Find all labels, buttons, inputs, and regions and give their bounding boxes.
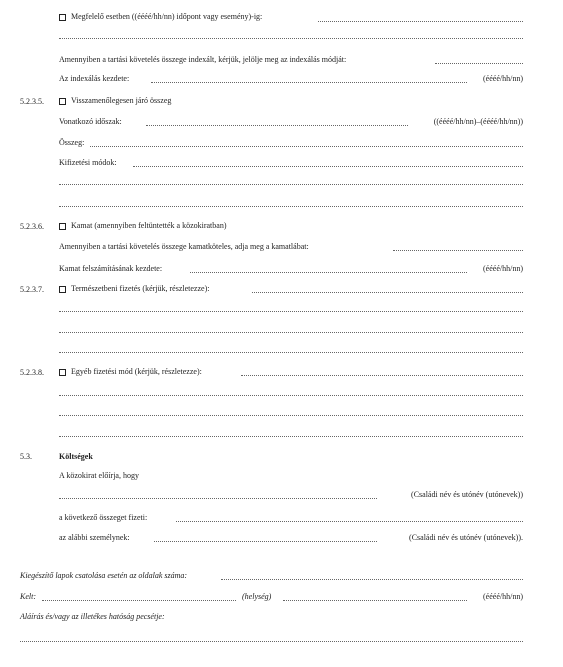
in-kind-field-2[interactable] xyxy=(59,311,523,312)
interest-start-format: (éééé/hh/nn) xyxy=(483,264,523,273)
date-field[interactable] xyxy=(283,600,467,601)
signature-label: Aláírás és/vagy az illetékes hatóság pecsétje: xyxy=(20,612,165,621)
other-method-field-4[interactable] xyxy=(59,436,523,437)
section-53-number: 5.3. xyxy=(20,452,32,461)
costs-intro: A közokirat előírja, hogy xyxy=(59,471,139,480)
other-method-field-3[interactable] xyxy=(59,415,523,416)
section-5235-number: 5.2.3.5. xyxy=(20,97,44,106)
place-field[interactable] xyxy=(42,600,236,601)
methods-field-2[interactable] xyxy=(59,184,523,185)
place-hint: (helység) xyxy=(242,592,272,601)
section-5237-number: 5.2.3.7. xyxy=(20,285,44,294)
costs-payer-hint: (Családi név és utónév (utónevek)) xyxy=(411,490,523,499)
extra-pages-label: Kiegészítő lapok csatolása esetén az oldalak száma: xyxy=(20,571,188,580)
in-kind-field-4[interactable] xyxy=(59,352,523,353)
checkbox-other-method[interactable] xyxy=(59,369,66,376)
methods-field[interactable] xyxy=(133,166,523,167)
index-start-format: (éééé/hh/nn) xyxy=(483,74,523,83)
section-5238-number: 5.2.3.8. xyxy=(20,368,44,377)
date-label: Kelt: xyxy=(20,592,36,601)
interest-start-label: Kamat felszámításának kezdete: xyxy=(59,264,163,273)
amount-field[interactable] xyxy=(90,146,523,147)
interest-question: Amennyiben a tartási követelés összege kamatköteles, adja meg a kamatlábat: xyxy=(59,242,309,251)
interest-start-field[interactable] xyxy=(190,272,467,273)
costs-payer-field[interactable] xyxy=(59,498,377,499)
interest-rate-field[interactable] xyxy=(393,250,523,251)
amount-label: Összeg: xyxy=(59,138,85,147)
in-kind-field-3[interactable] xyxy=(59,332,523,333)
specific-time-field-2[interactable] xyxy=(59,38,523,39)
costs-person-field[interactable] xyxy=(154,541,377,542)
period-format: ((éééé/hh/nn)–(éééé/hh/nn)) xyxy=(433,117,523,126)
index-start-label: Az indexálás kezdete: xyxy=(59,74,130,83)
section-5236-number: 5.2.3.6. xyxy=(20,222,44,231)
costs-person-label: az alábbi személynek: xyxy=(59,533,130,542)
checkbox-specific-time[interactable] xyxy=(59,14,66,21)
specific-time-field[interactable] xyxy=(318,21,523,22)
section-53-title: Költségek xyxy=(59,452,93,461)
other-method-field-2[interactable] xyxy=(59,395,523,396)
period-label: Vonatkozó időszak: xyxy=(59,117,122,126)
costs-person-hint: (Családi név és utónév (utónevek)). xyxy=(409,533,523,542)
section-5237-label: Természetbeni fizetés (kérjük, részletezze): xyxy=(71,284,210,293)
checkbox-retroactive[interactable] xyxy=(59,98,66,105)
section-5238-label: Egyéb fizetési mód (kérjük, részletezze): xyxy=(71,367,202,376)
date-hint: (éééé/hh/nn) xyxy=(483,592,523,601)
methods-label: Kifizetési módok: xyxy=(59,158,117,167)
period-field[interactable] xyxy=(146,125,408,126)
section-5235-label: Visszamenőlegesen járó összeg xyxy=(71,96,172,105)
section-5236-label: Kamat (amennyiben feltüntették a közokiratban) xyxy=(71,221,227,230)
costs-amount-label: a következő összeget fizeti: xyxy=(59,513,148,522)
other-method-field[interactable] xyxy=(241,375,523,376)
signature-field[interactable] xyxy=(20,641,523,642)
checkbox-specific-time-label: Megfelelő esetben ((éééé/hh/nn) időpont vagy esemény)-ig: xyxy=(71,12,263,21)
index-question: Amennyiben a tartási követelés összege indexált, kérjük, jelölje meg az indexálás módját: xyxy=(59,55,347,64)
index-start-field[interactable] xyxy=(151,82,467,83)
costs-amount-field[interactable] xyxy=(176,521,523,522)
index-method-field[interactable] xyxy=(435,63,523,64)
in-kind-field[interactable] xyxy=(252,292,523,293)
methods-field-3[interactable] xyxy=(59,206,523,207)
checkbox-in-kind[interactable] xyxy=(59,286,66,293)
checkbox-interest[interactable] xyxy=(59,223,66,230)
extra-pages-field[interactable] xyxy=(221,579,523,580)
